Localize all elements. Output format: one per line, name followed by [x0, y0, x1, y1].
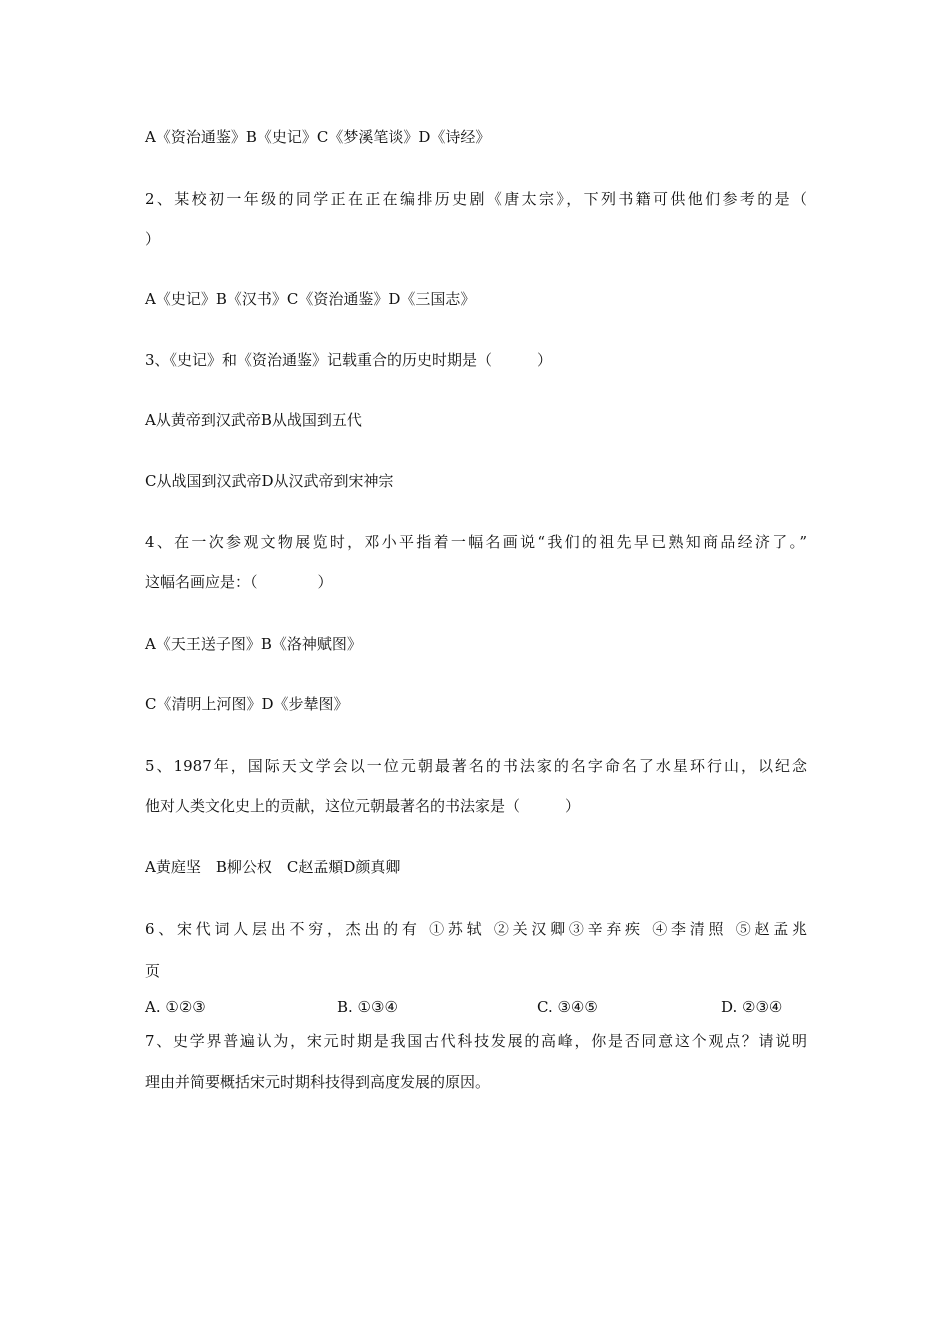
- q6-option-b: B. ①③④: [337, 998, 398, 1016]
- q6-option-c: C. ③④⑤: [537, 998, 598, 1016]
- q3-options-line2: C从战国到汉武帝D从汉武帝到宋神宗: [145, 472, 394, 490]
- q2-question-line2: ）: [145, 230, 161, 248]
- q7-question-line2: 理由并简要概括宋元时期科技得到高度发展的原因。: [145, 1073, 491, 1091]
- q4-question-line2: 这幅名画应是：（ ）: [145, 573, 333, 591]
- q7-question-line1: 7、史学界普遍认为，宋元时期是我国古代科技发展的高峰，你是否同意这个观点？请说明: [145, 1032, 807, 1050]
- q6-option-a: A. ①②③: [145, 998, 206, 1016]
- q1-options: A《资治通鉴》B《史记》C《梦溪笔谈》D《诗经》: [145, 128, 491, 146]
- q2-options: A《史记》B《汉书》C《资治通鉴》D《三国志》: [145, 290, 476, 308]
- q6-question-line1: 6、宋代词人层出不穷，杰出的有 ①苏轼 ②关汉卿③辛弃疾 ④李清照 ⑤赵孟兆: [145, 920, 807, 938]
- q5-question-line1: 5、1987年，国际天文学会以一位元朝最著名的书法家的名字命名了水星环行山，以纪念: [145, 757, 807, 775]
- q5-question-line2: 他对人类文化史上的贡献，这位元朝最著名的书法家是（ ）: [145, 797, 581, 815]
- q4-question-line1: 4、在一次参观文物展览时，邓小平指着一幅名画说“我们的祖先早已熟知商品经济了。”: [145, 533, 807, 551]
- q6-options-row: [145, 997, 805, 1017]
- q2-question-line1: 2、某校初一年级的同学正在正在编排历史剧《唐太宗》，下列书籍可供他们参考的是（: [145, 190, 807, 208]
- q5-options: A黄庭坚 B柳公权 C赵孟頫D颜真卿: [145, 858, 401, 876]
- q4-options-line2: C《清明上河图》D《步辇图》: [145, 695, 349, 713]
- q3-question: 3、《史记》和《资治通鉴》记载重合的历史时期是（ ）: [145, 351, 553, 369]
- q6-question-line2: 页: [145, 962, 161, 980]
- q4-options-line1: A《天王送子图》B《洛神赋图》: [145, 635, 362, 653]
- q6-option-d: D. ②③④: [721, 998, 783, 1016]
- q3-options-line1: A从黄帝到汉武帝B从战国到五代: [145, 411, 362, 429]
